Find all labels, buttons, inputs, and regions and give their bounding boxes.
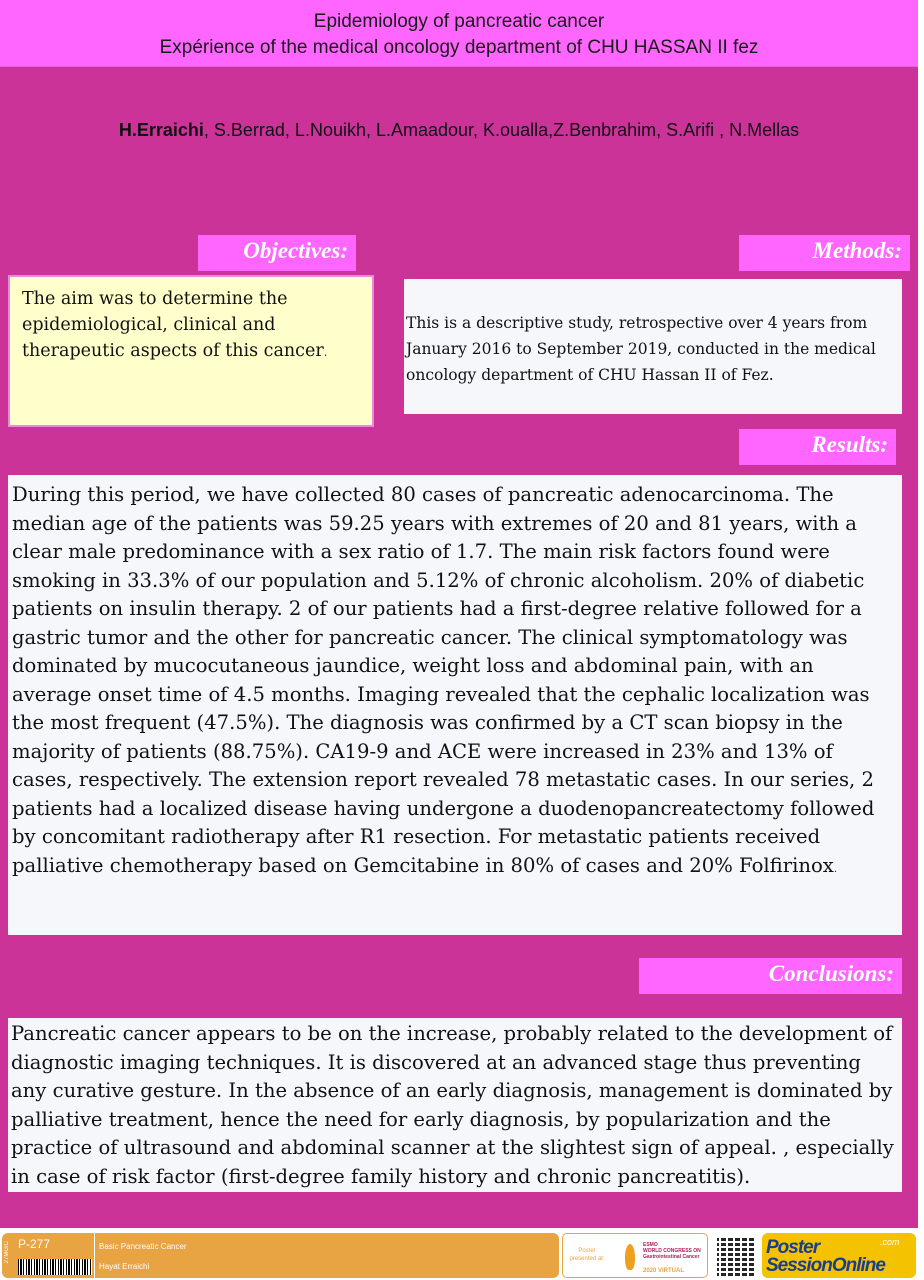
esmo-virtual-label: 2020 VIRTUAL bbox=[643, 1268, 685, 1274]
poster-author: Hayat Erraichi bbox=[99, 1262, 150, 1271]
qr-code-icon[interactable] bbox=[717, 1238, 755, 1276]
results-box bbox=[8, 475, 902, 935]
flame-icon bbox=[625, 1244, 635, 1270]
results-text: During this period, we have collected 80 cases of pancreatic adenocarcinoma. The median age of the patients was 59.25 years with extremes of 20 and 81 years, with a clear male predominance with a sex ratio of 1.7. The main risk factors found were smoking in 33.3% of our population and 5.12% of chronic alcoholism. 20% of diabetic patients on insulin therapy. 2 of our patients had a first-degree relative followed for a gastric tumor and the other for pancreatic cancer. The clinical symptomatology was dominated by mucocutaneous jaundice, weight loss and abdominal pain, with an average onset time of 4.5 months. Imaging revealed that the cephalic localization was the most frequent (47.5%). The diagnosis was confirmed by a CT scan biopsy in the majority of patients (88.75%). CA19-9 and ACE were increased in 23% and 13% of cases, respectively. The extension report revealed 78 metastatic cases. In our series, 2 patients had a localized disease having undergone a duodenopancreatectomy followed by concomitant radiotherapy after R1 resection. For metastatic patients received palliative chemotherapy based on Gemcitabine in 80% of cases and 20% Folfirinox bbox=[12, 483, 875, 877]
co-authors: , S.Berrad, L.Nouikh, L.Amaadour, K.oualla,Z.Benbrahim, S.Arifi , N.Mellas bbox=[203, 120, 800, 140]
poster-category: Basic Pancreatic Cancer bbox=[99, 1242, 187, 1251]
pso-domain: .com bbox=[880, 1237, 900, 1247]
conclusions-text: Pancreatic cancer appears to be on the increase, probably related to the development of diagnostic imaging techniques. It is discovered at an advanced stage thus preventing any curative gesture. In the absence of an early diagnosis, management is dominated by palliative treatment, hence the need for early diagnosis, by popularization and the practice of ultrasound and abdominal scanner at the slightest sign of appeal. , especially in case of risk factor (first-degree family history and chronic pancreatitis). bbox=[11, 1022, 894, 1188]
poster-info-block bbox=[95, 1233, 559, 1278]
footer-bar bbox=[0, 1230, 918, 1280]
conclusions-box bbox=[8, 1018, 902, 1192]
poster-subtitle: Expérience of the medical oncology department of CHU HASSAN II fez bbox=[159, 37, 759, 58]
poster-id-block bbox=[2, 1233, 94, 1278]
methods-heading: Methods: bbox=[739, 235, 910, 271]
objectives-period: . bbox=[323, 346, 328, 359]
esmo-congress-text: ESMO WORLD CONGRESS ON Gastrointestinal Cancer bbox=[643, 1242, 701, 1260]
poster-title: Epidemiology of pancreatic cancer bbox=[313, 11, 605, 32]
title-bar bbox=[0, 0, 918, 67]
conclusions-heading: Conclusions: bbox=[639, 958, 902, 994]
objectives-heading: Objectives: bbox=[198, 235, 356, 271]
pso-wordmark: Poster SessionOnline bbox=[766, 1237, 885, 1276]
postersessiononline-logo[interactable] bbox=[762, 1233, 916, 1278]
results-period: . bbox=[833, 863, 837, 875]
methods-text: This is a descriptive study, retrospective over 4 years from January 2016 to September 2019, conducted in the medical oncology department of CHU Hassan II of Fez bbox=[406, 314, 876, 384]
author-list bbox=[0, 120, 918, 141]
objectives-box bbox=[8, 275, 374, 427]
presented-at-label: Poster presented at: bbox=[569, 1248, 605, 1262]
objectives-text: The aim was to determine the epidemiological, clinical and therapeutic aspects of this cancer bbox=[22, 289, 324, 361]
methods-period: . bbox=[768, 366, 774, 384]
esmo-congress-logo bbox=[562, 1233, 708, 1278]
barcode-icon bbox=[18, 1259, 92, 1275]
results-heading: Results: bbox=[739, 429, 896, 465]
first-author: H.Erraichi bbox=[118, 120, 204, 140]
methods-box bbox=[404, 279, 902, 414]
poster-code: P-277 bbox=[18, 1237, 51, 1251]
side-code: 27MGIC bbox=[4, 1241, 10, 1264]
